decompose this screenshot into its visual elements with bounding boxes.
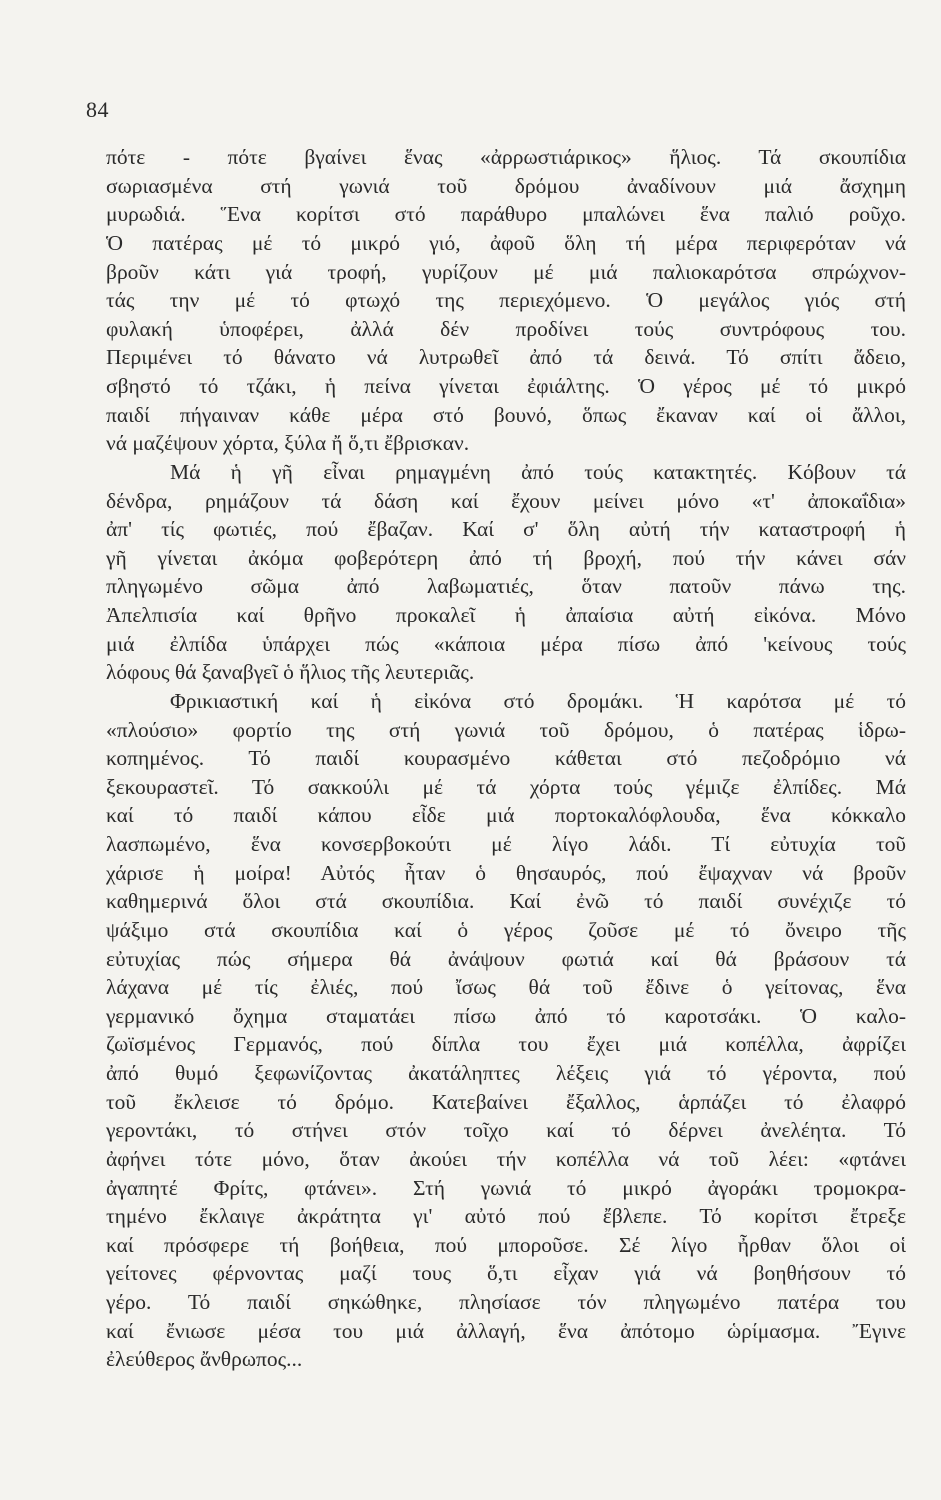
page-number: 84 [86, 97, 109, 122]
text-line: λόφους θά ξαναβγεῖ ὁ ἥλιος τῆς λευτεριᾶς. [106, 660, 475, 685]
text-line: πληγωμένο σῶμα ἀπό λαβωματιές, ὅταν πατοῦν πάνω της. [106, 574, 906, 599]
text-line: δένδρα, ρημάζουν τά δάση καί ἔχουν μείνει μόνο «τ' ἀποκαΐδια» [106, 488, 906, 513]
text-line: γεροντάκι, τό στήνει στόν τοῖχο καί τό δέρνει ἀνελέητα. Τό [106, 1118, 906, 1143]
text-line: βροῦν κάτι γιά τροφή, γυρίζουν μέ μιά παλιοκαρότσα σπρώχνον- [106, 259, 906, 284]
text-line: ἐλεύθερος ἄνθρωπος... [106, 1347, 303, 1372]
text-line: γέρο. Τό παιδί σηκώθηκε, πλησίασε τόν πληγωμένο πατέρα του [106, 1290, 906, 1314]
text-line: σβηστό τό τζάκι, ἡ πείνα γίνεται ἐφιάλτης. Ὁ γέρος μέ τό μικρό [106, 374, 906, 398]
body-text [106, 143, 906, 1374]
text-line: μυρωδιά. Ἕνα κορίτσι στό παράθυρο μπαλώνει ἕνα παλιό ροῦχο. [106, 202, 906, 227]
text-line: γερμανικό ὄχημα σταματάει πίσω ἀπό τό καροτσάκι. Ὁ καλο- [106, 1003, 906, 1028]
text-line: τοῦ ἔκλεισε τό δρόμο. Κατεβαίνει ἔξαλλος, ἁρπάζει τό ἐλαφρό [106, 1089, 906, 1114]
text-line: καί ἔνιωσε μέσα του μιά ἀλλαγή, ἕνα ἀπότομο ὡρίμασμα. Ἔγινε [106, 1318, 906, 1343]
text-line: λάχανα μέ τίς ἐλιές, πού ἴσως θά τοῦ ἔδινε ὁ γείτονας, ἕνα [106, 975, 906, 1000]
text-line: τάς την μέ τό φτωχό της περιεχόμενο. Ὁ μεγάλος γιός στή [106, 288, 906, 313]
text-line: Ὁ πατέρας μέ τό μικρό γιό, ἀφοῦ ὅλη τή μέρα περιφερόταν νά [106, 230, 906, 255]
text-line: καί πρόσφερε τή βοήθεια, πού μποροῦσε. Σέ λίγο ἦρθαν ὅλοι οἱ [106, 1232, 906, 1257]
text-line: ἀφήνει τότε μόνο, ὅταν ἀκούει τήν κοπέλλα νά τοῦ λέει: «φτάνει [106, 1146, 906, 1171]
text-line: παιδί πήγαιναν κάθε μέρα στό βουνό, ὅπως ἔκαναν καί οἱ ἄλλοι, [106, 402, 906, 427]
text-line: σωριασμένα στή γωνιά τοῦ δρόμου ἀναδίνουν μιά ἄσχημη [106, 173, 906, 198]
text-line: Μά ἡ γῆ εἶναι ρημαγμένη ἀπό τούς κατακτητές. Κόβουν τά [170, 459, 906, 484]
text-line: καθημερινά ὅλοι στά σκουπίδια. Καί ἐνῶ τό παιδί συνέχιζε τό [106, 889, 906, 914]
text-line: νά μαζέψουν χόρτα, ξύλα ἤ ὅ,τι ἔβρισκαν. [106, 431, 470, 456]
text-line: λασπωμένο, ἕνα κονσερβοκούτι μέ λίγο λάδι. Τί εὐτυχία τοῦ [106, 832, 906, 856]
text-line: ἀπ' τίς φωτιές, πού ἔβαζαν. Καί σ' ὅλη αὐτή τήν καταστροφή ἡ [106, 517, 906, 542]
text-line: χάρισε ἡ μοίρα! Αὐτός ἦταν ὁ θησαυρός, πού ἔψαχναν νά βροῦν [106, 860, 906, 885]
text-line: γείτονες φέρνοντας μαζί τους ὅ,τι εἶχαν γιά νά βοηθήσουν τό [106, 1261, 906, 1286]
text-line: πότε - πότε βγαίνει ἕνας «ἀρρωστιάρικος» ἥλιος. Τά σκουπίδια [106, 145, 906, 169]
text-line: φυλακή ὑποφέρει, ἀλλά δέν προδίνει τούς συντρόφους του. [106, 316, 906, 341]
text-line: γῆ γίνεται ἀκόμα φοβερότερη ἀπό τή βροχή, πού τήν κάνει σάν [106, 545, 906, 570]
text-line: Φρικιαστική καί ἡ εἰκόνα στό δρομάκι. Ἡ καρότσα μέ τό [170, 688, 906, 713]
text-line: ξεκουραστεῖ. Τό σακκούλι μέ τά χόρτα τούς γέμιζε ἐλπίδες. Μά [106, 774, 906, 799]
text-line: κοπημένος. Τό παιδί κουρασμένο κάθεται στό πεζοδρόμιο νά [106, 746, 906, 771]
text-line: καί τό παιδί κάπου εἶδε μιά πορτοκαλόφλουδα, ἕνα κόκκαλο [106, 803, 906, 828]
text-line: τημένο ἔκλαιγε ἀκράτητα γι' αὐτό πού ἔβλεπε. Τό κορίτσι ἔτρεξε [106, 1204, 906, 1229]
text-line: εὐτυχίας πώς σήμερα θά ἀνάψουν φωτιά καί θά βράσουν τά [106, 946, 906, 971]
text-line: Περιμένει τό θάνατο νά λυτρωθεῖ ἀπό τά δεινά. Τό σπίτι ἄδειο, [106, 345, 906, 370]
text-line: μιά ἐλπίδα ὑπάρχει πώς «κάποια μέρα πίσω ἀπό 'κείνους τούς [106, 631, 906, 656]
text-line: Ἀπελπισία καί θρῆνο προκαλεῖ ἡ ἀπαίσια αὐτή εἰκόνα. Μόνο [106, 603, 906, 627]
text-line: ἀγαπητέ Φρίτς, φτάνει». Στή γωνιά τό μικρό ἀγοράκι τρομοκρα- [106, 1175, 906, 1200]
text-line: ἀπό θυμό ξεφωνίζοντας ἀκατάληπτες λέξεις γιά τό γέροντα, πού [106, 1061, 906, 1085]
text-line: ζωϊσμένος Γερμανός, πού δίπλα του ἔχει μιά κοπέλλα, ἀφρίζει [106, 1032, 906, 1057]
text-line: ψάξιμο στά σκουπίδια καί ὁ γέρος ζοῦσε μέ τό ὄνειρο τῆς [106, 917, 906, 942]
text-line: «πλούσιο» φορτίο της στή γωνιά τοῦ δρόμου, ὁ πατέρας ἱδρω- [106, 717, 906, 742]
